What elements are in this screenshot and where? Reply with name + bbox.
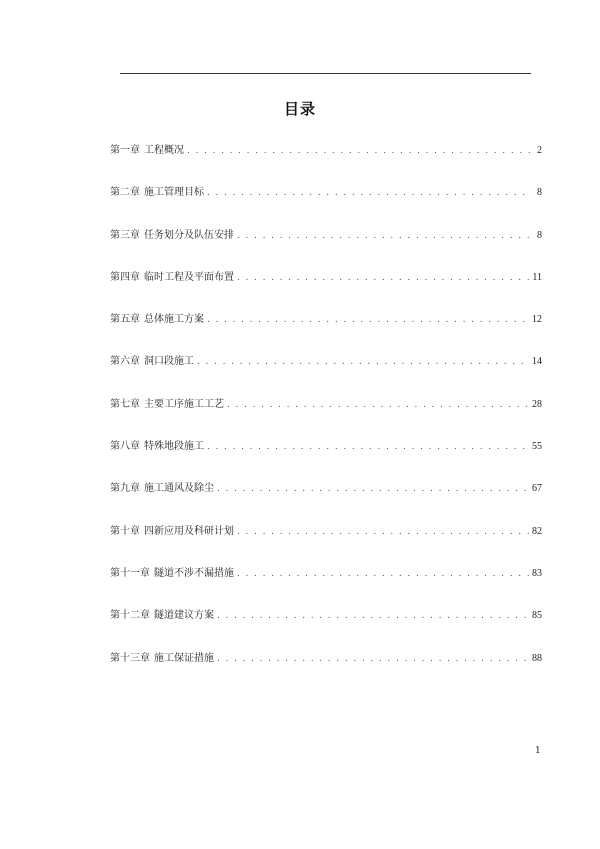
toc-dot-leader [217,479,529,499]
toc-page-number: 11 [532,271,542,283]
toc-chapter: 第四章 [110,271,140,283]
toc-dot-leader [237,226,531,246]
toc-chapter: 第七章 [110,398,140,410]
toc-entry[interactable] [110,606,542,648]
toc-dot-leader [197,352,529,372]
toc-page-number: 82 [532,525,542,537]
toc-entry[interactable] [110,226,542,268]
toc-chapter: 第十一章 [110,567,150,579]
toc-label: 隧道建议方案 [154,610,214,622]
toc-dot-leader [237,564,529,584]
toc-entry[interactable] [110,649,542,691]
toc-page-number: 67 [532,483,542,495]
toc-entry[interactable] [110,395,542,437]
page-number: 1 [535,746,541,756]
toc-label: 主要工序施工工艺 [144,398,224,410]
toc-dot-leader [207,183,531,203]
toc-chapter: 第九章 [110,483,140,495]
toc-page-number: 12 [532,314,542,326]
toc-dot-leader [237,522,529,542]
toc-chapter: 第十三章 [110,652,150,664]
toc-label: 施工保证措施 [154,652,214,664]
toc-entry[interactable] [110,564,542,606]
toc-entry[interactable] [110,352,542,394]
header-rule [120,73,531,74]
toc-page-number: 8 [537,229,542,241]
toc-page-number: 2 [537,145,542,156]
toc-list [110,141,542,691]
toc-title: 目录 [283,100,316,118]
toc-chapter: 第五章 [110,314,140,326]
toc-label: 特殊地段施工 [144,441,204,453]
toc-entry[interactable] [110,522,542,564]
toc-label: 施工通风及除尘 [144,483,214,495]
toc-label: 工程概况 [144,145,184,156]
toc-dot-leader [207,310,529,330]
toc-label: 洞口段施工 [144,356,194,368]
toc-label: 总体施工方案 [144,314,204,326]
toc-entry[interactable] [110,437,542,479]
toc-page-number: 88 [532,652,542,664]
toc-chapter: 第八章 [110,441,140,453]
toc-page-number: 14 [532,356,542,368]
toc-dot-leader [217,606,529,626]
toc-dot-leader [237,268,529,288]
toc-label: 四新应用及科研计划 [144,525,234,537]
toc-dot-leader [187,141,531,161]
toc-dot-leader [207,437,529,457]
toc-entry[interactable] [110,479,542,521]
toc-page-number: 28 [532,398,542,410]
toc-chapter: 第六章 [110,356,140,368]
toc-dot-leader [227,395,529,415]
toc-entry[interactable] [110,183,542,225]
toc-label: 隧道不涉不漏措施 [154,567,234,579]
toc-entry[interactable] [110,141,542,183]
toc-label: 任务划分及队伍安排 [144,229,234,241]
toc-page-number: 85 [532,610,542,622]
toc-entry[interactable] [110,310,542,352]
toc-label: 临时工程及平面布置 [144,271,234,283]
toc-chapter: 第一章 [110,145,140,156]
toc-page-number: 8 [537,187,542,199]
toc-page-number: 55 [532,441,542,453]
toc-entry[interactable] [110,268,542,310]
toc-chapter: 第十章 [110,525,140,537]
toc-dot-leader [217,649,529,669]
toc-chapter: 第二章 [110,187,140,199]
toc-chapter: 第十二章 [110,610,150,622]
toc-page-number: 83 [532,567,542,579]
toc-chapter: 第三章 [110,229,140,241]
toc-label: 施工管理目标 [144,187,204,199]
